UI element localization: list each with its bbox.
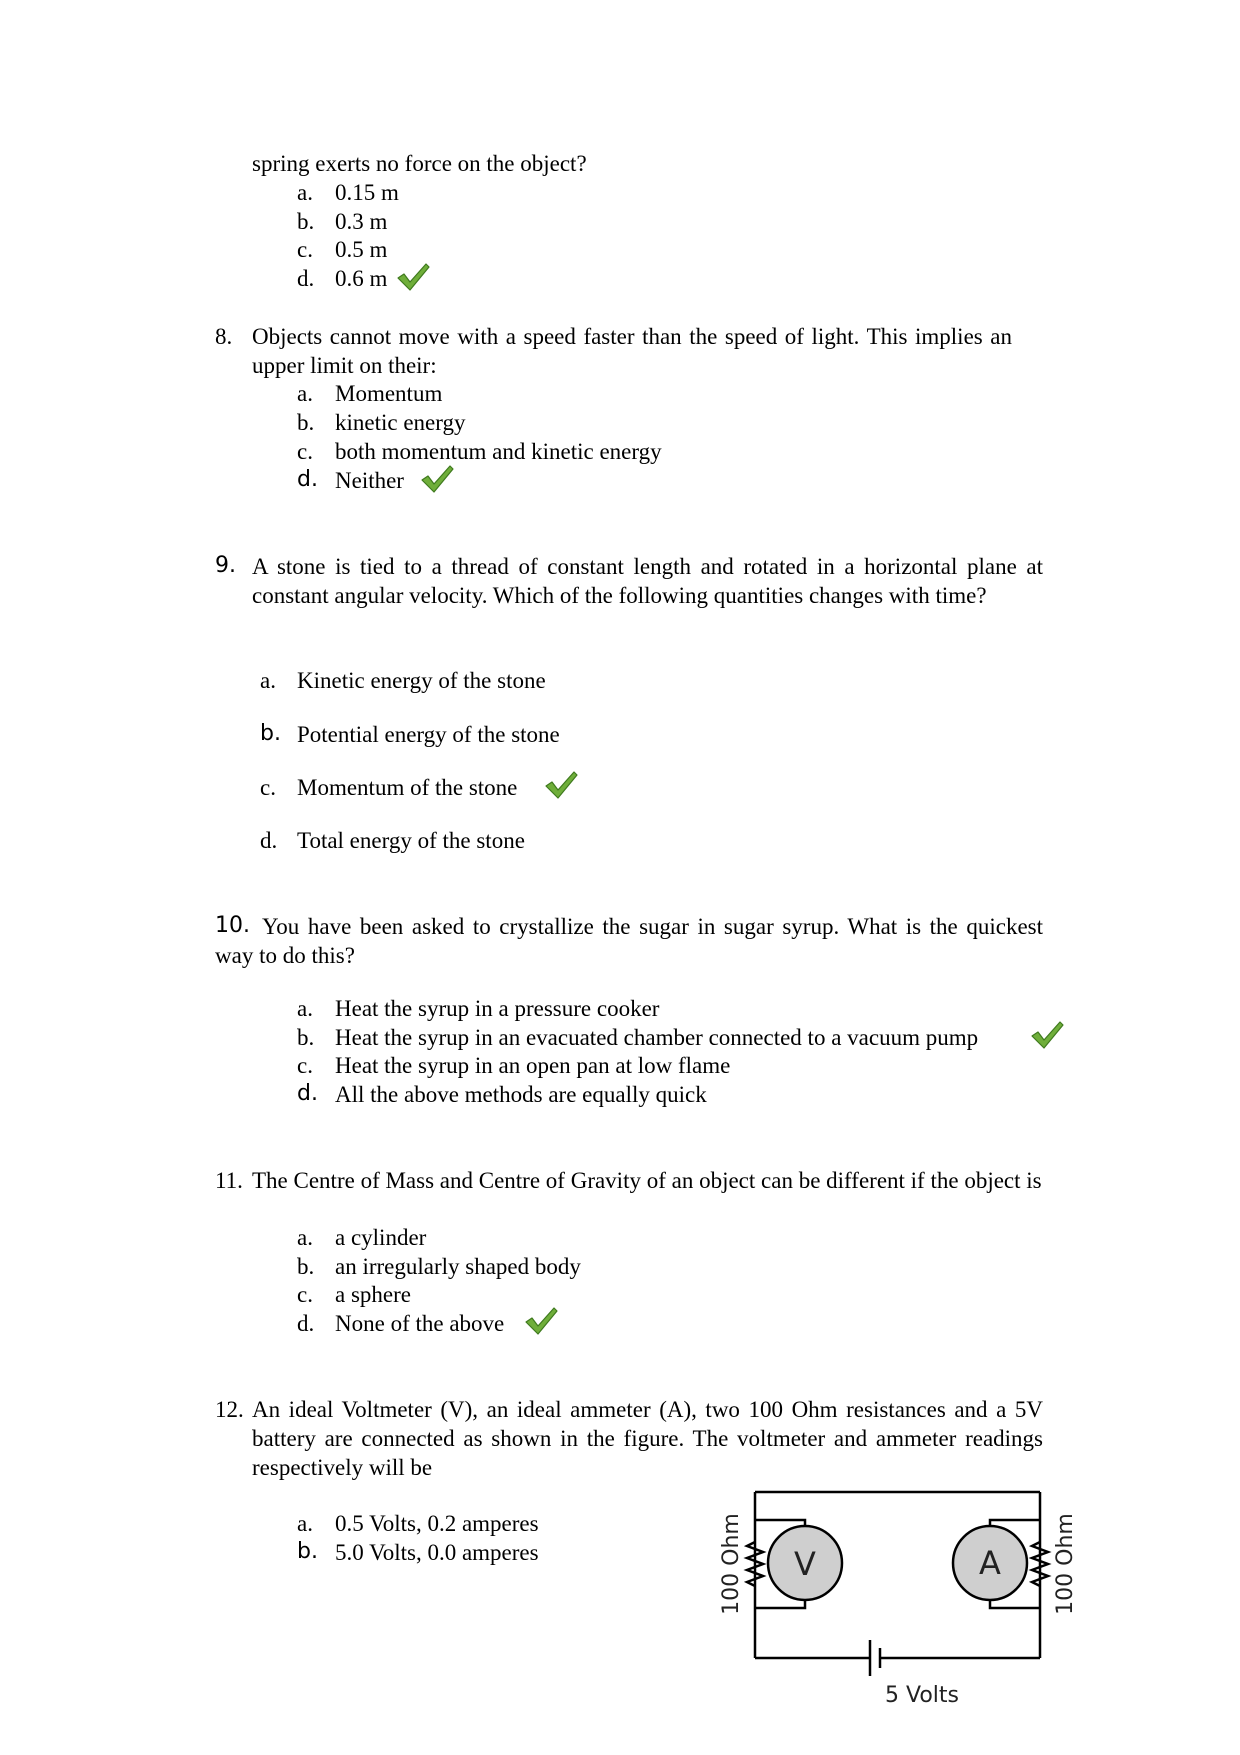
checkmark-icon [524,1306,558,1336]
q10-option-b-text: Heat the syrup in an evacuated chamber connected to a vacuum pump [335,1025,979,1050]
q7-option-a-text: 0.15 m [335,180,399,205]
q10-option-d-letter: d. [297,1081,318,1106]
q8-option-b-text: kinetic energy [335,410,466,435]
q11-option-b-letter: b. [297,1254,315,1279]
q10-option-a-letter: a. [297,996,313,1021]
q7-stem-tail: spring exerts no force on the object? [252,151,587,176]
q12-option-b-text: 5.0 Volts, 0.0 amperes [335,1540,539,1565]
right-resistor-label: 100 Ohm [1053,1513,1078,1615]
q7-option-d-text: 0.6 m [335,266,388,291]
q10-stem: You have been asked to crystallize the sugar in sugar syrup. What is the quickest way to do this? [215,914,1043,968]
checkmark-icon [396,262,430,292]
q9-stem: A stone is tied to a thread of constant length and rotated in a horizontal plane at constant angular velocity. Which of the following quantities changes with time? [252,554,1043,608]
q9-option-d-text: Total energy of the stone [297,828,525,853]
q9-option-a-letter: a. [260,668,276,693]
checkmark-icon [420,464,454,494]
left-resistor-label: 100 Ohm [719,1513,744,1615]
battery-label: 5 Volts [885,1683,959,1708]
q8-option-c-letter: c. [297,439,313,464]
q8-option-b-letter: b. [297,410,315,435]
circuit-diagram [700,1480,1100,1710]
checkmark-icon [1030,1020,1064,1050]
q12-number: 12. [215,1397,244,1422]
q9-option-a-text: Kinetic energy of the stone [297,668,546,693]
q10-option-d-text: All the above methods are equally quick [335,1082,707,1107]
q11-option-b-text: an irregularly shaped body [335,1254,581,1279]
q11-option-a-letter: a. [297,1225,313,1250]
q9-option-b-text: Potential energy of the stone [297,722,560,747]
q12-option-a-letter: a. [297,1511,313,1536]
q11-option-d-text: None of the above [335,1311,505,1336]
q7-option-c-letter: c. [297,237,313,262]
voltmeter-label: V [794,1545,816,1583]
q11-number: 11. [215,1168,243,1193]
q8-option-a-letter: a. [297,381,313,406]
q10-option-c-text: Heat the syrup in an open pan at low flame [335,1053,731,1078]
q10-number: 10. [215,913,250,938]
q12-option-a-text: 0.5 Volts, 0.2 amperes [335,1511,539,1536]
q9-option-c-letter: c. [260,775,276,800]
q8-option-a-text: Momentum [335,381,443,406]
checkmark-icon [544,770,578,800]
q11-option-d-letter: d. [297,1311,315,1336]
q9-number: 9. [215,553,236,578]
q11-option-c-text: a sphere [335,1282,411,1307]
q8-option-d-letter: d. [297,467,318,492]
q7-option-b-letter: b. [297,209,315,234]
q12-option-b-letter: b. [297,1539,318,1564]
q8-number: 8. [215,324,233,349]
q8-option-d-text: Neither [335,468,404,493]
q11-stem: The Centre of Mass and Centre of Gravity of an object can be different if the object is [252,1168,1042,1193]
q9-option-d-letter: d. [260,828,278,853]
q10-option-a-text: Heat the syrup in a pressure cooker [335,996,660,1021]
q9-option-c-text: Momentum of the stone [297,775,518,800]
q11-option-a-text: a cylinder [335,1225,427,1250]
q8-stem: Objects cannot move with a speed faster than the speed of light. This implies an upper limit on their: [252,324,1012,378]
q8-option-c-text: both momentum and kinetic energy [335,439,662,464]
q12-stem: An ideal Voltmeter (V), an ideal ammeter (A), two 100 Ohm resistances and a 5V battery are connected as shown in the figure. The voltmeter and ammeter readings respectively will be [252,1397,1043,1480]
q11-option-c-letter: c. [297,1282,313,1307]
q9-option-b-letter: b. [260,721,281,746]
q7-option-d-letter: d. [297,266,315,291]
q7-option-a-letter: a. [297,180,313,205]
ammeter-label: A [979,1544,1001,1582]
q10-option-b-letter: b. [297,1025,315,1050]
q10-option-c-letter: c. [297,1053,313,1078]
q7-option-b-text: 0.3 m [335,209,388,234]
q7-option-c-text: 0.5 m [335,237,388,262]
